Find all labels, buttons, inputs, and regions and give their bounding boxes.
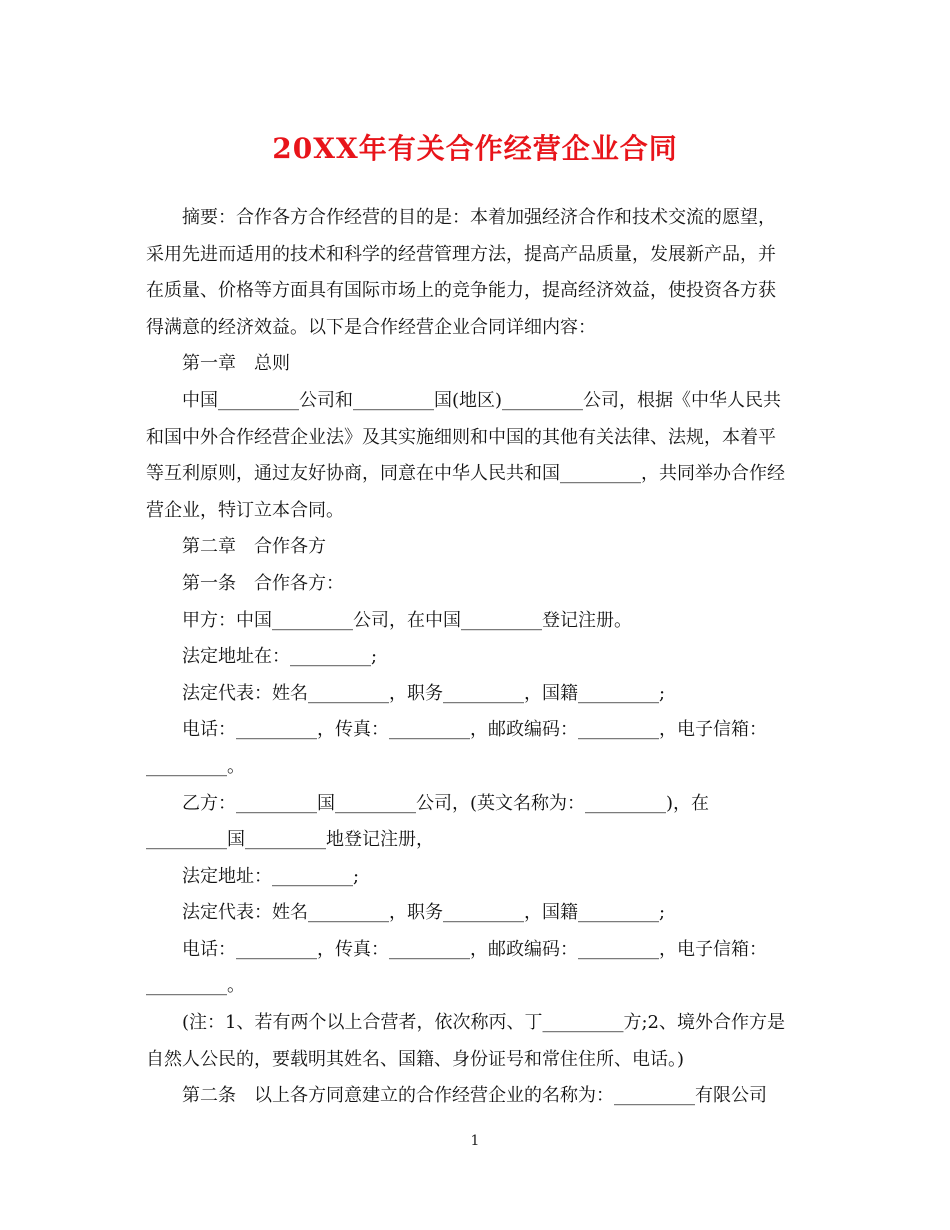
note-line: (注：1、若有两个以上合营者，依次称丙、丁_________方;2、境外合作方是 bbox=[182, 1012, 785, 1034]
text-line: 电话：_________，传真：_________，邮政编码：_________，电子信箱： bbox=[182, 719, 767, 741]
text-line: 乙方：_________国_________公司，(英文名称为：_________)，在 bbox=[182, 792, 710, 814]
text-line: 甲方：中国_________公司，在中国_________登记注册。 bbox=[182, 609, 632, 631]
text-line: 法定代表：姓名_________，职务_________，国籍_________; bbox=[182, 682, 666, 704]
text-line: _________。 bbox=[146, 975, 245, 997]
article-heading: 第二条 以上各方同意建立的合作经营企业的名称为：_________有限公司 bbox=[182, 1085, 767, 1107]
text-line: _________。 bbox=[146, 755, 245, 777]
document-body bbox=[146, 200, 806, 1115]
text-line: 电话：_________，传真：_________，邮政编码：_________，电子信箱： bbox=[182, 938, 767, 960]
text-line: 法定地址：_________; bbox=[182, 865, 360, 887]
text-line: 在质量、价格等方面具有国际市场上的竞争能力，提高经济效益，使投资各方获 bbox=[146, 280, 776, 302]
text-line: 中国_________公司和_________国(地区)_________公司，根据《中华人民共 bbox=[182, 389, 782, 411]
text-line: 和国中外合作经营企业法》及其实施细则和中国的其他有关法律、法规，本着平 bbox=[146, 426, 776, 448]
text-line: 法定代表：姓名_________，职务_________，国籍_________; bbox=[182, 902, 666, 924]
text-line: 摘要：合作各方合作经营的目的是：本着加强经济合作和技术交流的愿望， bbox=[182, 207, 776, 228]
text-line: 法定地址在：_________; bbox=[182, 646, 378, 668]
text-line: 采用先进而适用的技术和科学的经营管理方法，提高产品质量，发展新产品，并 bbox=[146, 243, 776, 265]
note-line: 自然人公民的，要载明其姓名、国籍、身份证号和常住住所、电话。) bbox=[146, 1048, 685, 1070]
chapter-heading: 第一章 总则 bbox=[182, 353, 290, 375]
text-line: _________国_________地登记注册， bbox=[146, 829, 434, 851]
article-heading: 第一条 合作各方： bbox=[182, 572, 344, 594]
chapter-heading: 第二章 合作各方 bbox=[182, 536, 326, 558]
text-line: 等互利原则，通过友好协商，同意在中华人民共和国_________，共同举办合作经 bbox=[146, 463, 785, 485]
page-number: 1 bbox=[470, 1133, 480, 1149]
document-title: 20XX年有关合作经营企业合同 bbox=[272, 132, 678, 165]
text-line: 营企业，特订立本合同。 bbox=[146, 499, 344, 521]
text-line: 得满意的经济效益。以下是合作经营企业合同详细内容： bbox=[146, 316, 596, 338]
